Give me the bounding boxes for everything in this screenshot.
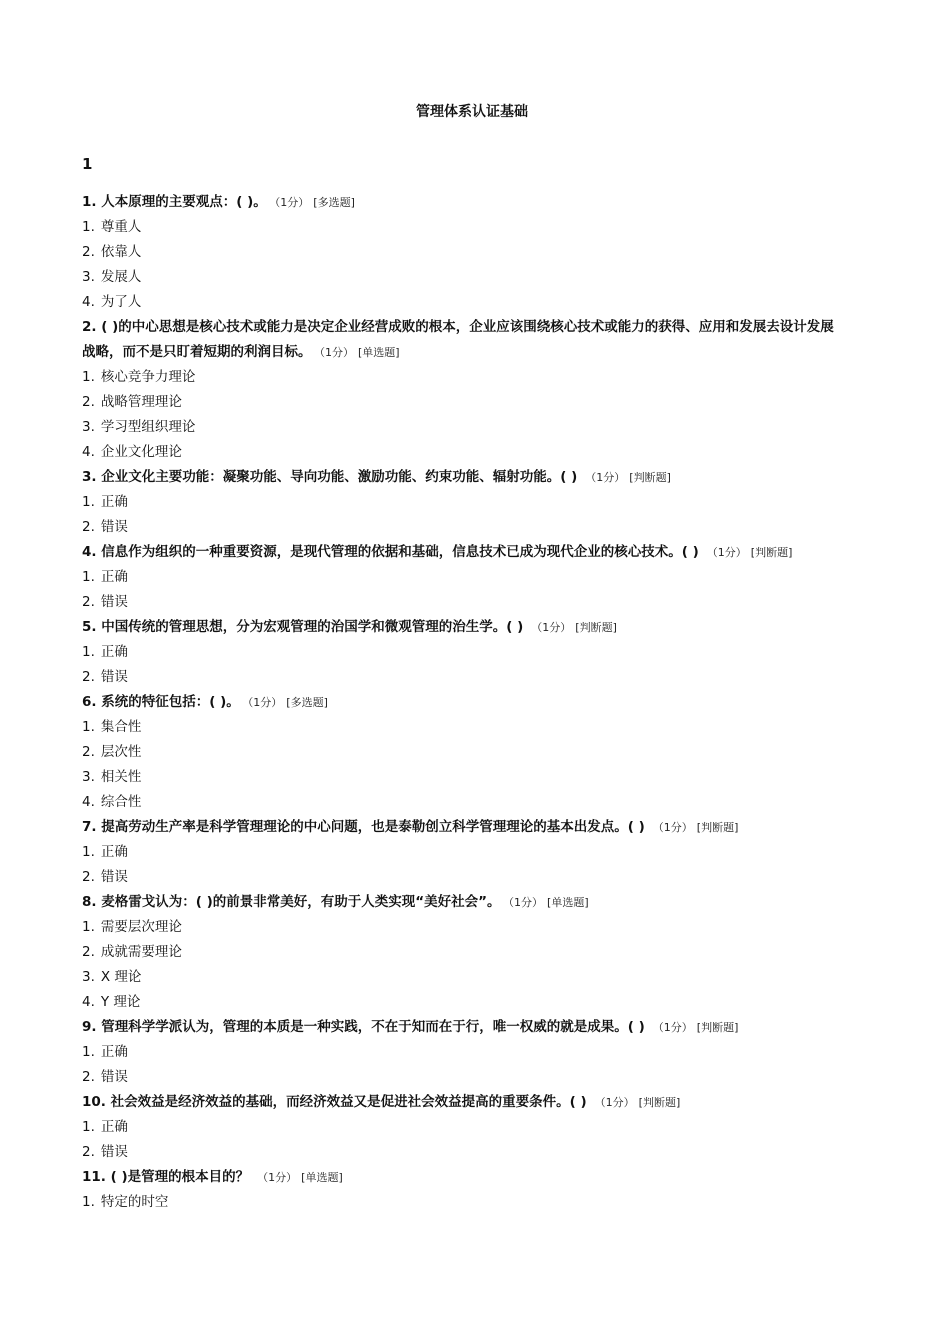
option-text: 正确 [100,844,128,860]
option-number: 2. [82,1144,95,1160]
option-text: 发展人 [100,269,142,285]
question-text: 系统的特征包括：( )。 [101,694,240,710]
question-item [82,315,842,465]
question-item [82,615,842,690]
question-item [82,890,842,1015]
question-stem [82,890,842,915]
question-stem [82,1015,842,1040]
option-text: 错误 [100,594,128,610]
option-text: 综合性 [100,794,142,810]
question-number: 4. [82,544,102,560]
question-meta [531,621,617,634]
question-meta [320,346,400,359]
question-type: [判断题] [629,471,671,484]
option-text: 错误 [100,669,128,685]
option-text: 集合性 [100,719,142,735]
option-number: 1. [82,719,95,735]
option-text: 错误 [100,869,128,885]
option-number: 2. [82,519,95,535]
option-text: 正确 [100,644,128,660]
option-text: 相关性 [100,769,142,785]
answer-option[interactable] [82,840,842,865]
option-number: 1. [82,369,95,385]
answer-option[interactable] [82,990,842,1015]
option-number: 3. [82,419,95,435]
option-text: 需要层次理论 [100,919,182,935]
question-text: 社会效益是经济效益的基础，而经济效益又是促进社会效益提高的重要条件。( ) [110,1094,587,1110]
question-points: （1分） [531,621,572,634]
question-text: 人本原理的主要观点：( )。 [101,194,267,210]
answer-option[interactable] [82,965,842,990]
question-points: （1分） [652,821,693,834]
option-number: 2. [82,394,95,410]
option-text: 尊重人 [100,219,142,235]
question-type: [单选题] [358,346,400,359]
question-number: 10. [82,1094,111,1110]
option-text: 正确 [100,494,128,510]
question-points: （1分） [247,696,283,709]
question-stem [82,615,842,640]
question-meta [248,696,328,709]
option-text: 特定的时空 [100,1194,169,1210]
option-number: 2. [82,594,95,610]
question-item [82,1165,842,1215]
question-meta [275,196,355,209]
option-text: 企业文化理论 [100,444,182,460]
question-stem [82,1165,842,1190]
option-number: 4. [82,794,95,810]
question-meta [653,1021,739,1034]
question-meta [707,546,793,559]
option-text: 为了人 [100,294,142,310]
option-text: 错误 [100,1069,128,1085]
question-stem [82,190,842,215]
option-number: 1. [82,219,95,235]
option-number: 2. [82,944,95,960]
answer-option[interactable] [82,240,842,265]
option-text: X 理论 [100,969,142,985]
answer-option[interactable] [82,790,842,815]
question-number: 9. [82,1019,102,1035]
question-item [82,1090,842,1165]
option-number: 4. [82,294,95,310]
question-text: 中国传统的管理思想，分为宏观管理的治国学和微观管理的治生学。( ) [101,619,524,635]
answer-option[interactable] [82,865,842,890]
question-points: （1分） [706,546,747,559]
option-text: 正确 [100,1119,128,1135]
question-number: 7. [82,819,102,835]
option-number: 4. [82,994,95,1010]
option-number: 1. [82,1119,95,1135]
answer-option[interactable] [82,640,842,665]
answer-option[interactable] [82,215,842,240]
option-number: 1. [82,844,95,860]
option-number: 4. [82,444,95,460]
answer-option[interactable] [82,1190,842,1215]
question-points: （1分） [508,896,544,909]
question-number: 5. [82,619,102,635]
option-number: 2. [82,669,95,685]
question-type: [多选题] [286,696,328,709]
question-type: [判断题] [750,546,793,559]
question-number: 1. [82,194,102,210]
option-text: 依靠人 [100,244,142,260]
answer-option[interactable] [82,765,842,790]
section-number: 1 [82,155,93,173]
question-points: （1分） [319,346,354,359]
answer-option[interactable] [82,1140,842,1165]
question-meta [595,1096,681,1109]
document-page [82,100,842,1215]
option-text: 错误 [100,1144,128,1160]
option-number: 1. [82,1194,95,1210]
answer-option[interactable] [82,515,842,540]
question-text: 信息作为组织的一种重要资源，是现代管理的依据和基础，信息技术已成为现代企业的核心技术。( ) [101,544,699,560]
answer-option[interactable] [82,665,842,690]
question-text: ( )的中心思想是核心技术或能力是决定企业经营成败的根本，企业应该围绕核心技术或能力的获得、应用和发展去设计发展战略，而不是只盯着短期的利润目标。 [82,319,834,360]
document-title: 管理体系认证基础 [416,104,528,120]
question-type: [判断题] [696,821,739,834]
question-stem [82,1090,842,1115]
option-number: 2. [82,744,95,760]
option-text: 战略管理理论 [100,394,182,410]
question-item [82,190,842,315]
option-number: 1. [82,1044,95,1060]
question-number: 3. [82,469,102,485]
question-points: （1分） [652,1021,693,1034]
question-text: 管理科学学派认为，管理的本质是一种实践，不在于知而在于行，唯一权威的就是成果。( ) [101,1019,645,1035]
question-number: 6. [82,694,102,710]
answer-option[interactable] [82,440,842,465]
option-number: 2. [82,1069,95,1085]
question-type: [单选题] [547,896,589,909]
answer-option[interactable] [82,290,842,315]
answer-option[interactable] [82,365,842,390]
option-text: 层次性 [100,744,142,760]
answer-option[interactable] [82,390,842,415]
answer-option[interactable] [82,915,842,940]
question-meta [509,896,589,909]
answer-option[interactable] [82,1040,842,1065]
option-number: 3. [82,769,95,785]
question-number: 11. [82,1169,111,1185]
question-list [82,190,842,1215]
option-text: 正确 [100,569,128,585]
option-text: 核心竞争力理论 [100,369,196,385]
answer-option[interactable] [82,565,842,590]
question-meta [257,1171,343,1184]
question-type: [判断题] [696,1021,739,1034]
question-type: [单选题] [301,1171,343,1184]
option-text: 学习型组织理论 [100,419,196,435]
question-stem [82,540,842,565]
option-number: 2. [82,869,95,885]
question-points: （1分） [594,1096,635,1109]
question-stem [82,315,842,365]
question-meta [585,471,671,484]
question-type: [多选题] [313,196,355,209]
question-stem [82,690,842,715]
option-number: 2. [82,244,95,260]
question-item [82,690,842,815]
answer-option[interactable] [82,940,842,965]
question-text: 企业文化主要功能：凝聚功能、导向功能、激励功能、约束功能、辐射功能。( ) [101,469,578,485]
option-number: 1. [82,919,95,935]
answer-option[interactable] [82,415,842,440]
answer-option[interactable] [82,490,842,515]
question-number: 2. [82,319,102,335]
question-points: （1分） [257,1171,298,1184]
question-text: 麦格雷戈认为：( )的前景非常美好，有助于人类实现“美好社会”。 [101,894,501,910]
option-number: 1. [82,644,95,660]
option-text: 正确 [100,1044,128,1060]
answer-option[interactable] [82,740,842,765]
question-stem [82,815,842,840]
question-type: [判断题] [638,1096,681,1109]
option-number: 3. [82,969,95,985]
question-text: ( )是管理的根本目的？ [110,1169,250,1185]
answer-option[interactable] [82,590,842,615]
question-type: [判断题] [575,621,617,634]
answer-option[interactable] [82,265,842,290]
option-number: 1. [82,494,95,510]
option-text: Y 理论 [100,994,141,1010]
question-item [82,1015,842,1090]
option-text: 成就需要理论 [100,944,182,960]
option-number: 3. [82,269,95,285]
question-number: 8. [82,894,102,910]
question-item [82,815,842,890]
answer-option[interactable] [82,1115,842,1140]
question-meta [653,821,739,834]
question-stem [82,465,842,490]
question-item [82,465,842,540]
answer-option[interactable] [82,715,842,740]
answer-option[interactable] [82,1065,842,1090]
question-points: （1分） [274,196,310,209]
option-text: 错误 [100,519,128,535]
option-number: 1. [82,569,95,585]
question-text: 提高劳动生产率是科学管理理论的中心问题，也是泰勒创立科学管理理论的基本出发点。( ) [101,819,645,835]
question-item [82,540,842,615]
question-points: （1分） [585,471,626,484]
